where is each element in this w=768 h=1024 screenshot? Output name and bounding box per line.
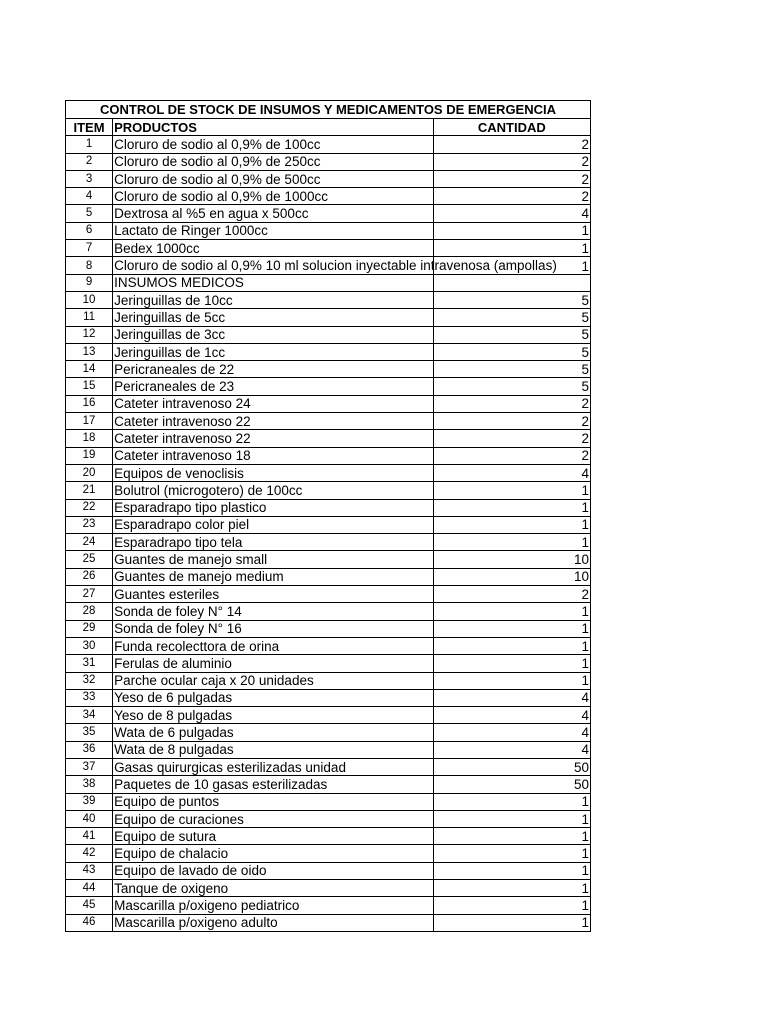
row-product: Cloruro de sodio al 0,9% de 1000cc [113, 188, 434, 205]
row-quantity: 2 [433, 188, 590, 205]
row-product: Cateter intravenoso 22 [113, 430, 434, 447]
row-product: Wata de 8 pulgadas [113, 741, 434, 758]
row-product: Pericraneales de 22 [113, 361, 434, 378]
row-product: Cateter intravenoso 18 [113, 447, 434, 464]
row-item-number: 28 [66, 603, 113, 620]
row-product: Parche ocular caja x 20 unidades [113, 672, 434, 689]
row-quantity: 4 [433, 707, 590, 724]
table-row [66, 568, 591, 585]
table-body [66, 136, 591, 932]
row-product: Guantes de manejo medium [113, 568, 434, 585]
row-item-number: 21 [66, 482, 113, 499]
row-quantity: 2 [433, 430, 590, 447]
row-product: Bedex 1000cc [113, 240, 434, 257]
row-item-number: 36 [66, 741, 113, 758]
row-product: Equipo de curaciones [113, 810, 434, 827]
table-row [66, 274, 591, 291]
row-item-number: 16 [66, 395, 113, 412]
row-item-number: 29 [66, 620, 113, 637]
table-row [66, 586, 591, 603]
row-quantity: 1 [433, 793, 590, 810]
row-product: Pericraneales de 23 [113, 378, 434, 395]
row-item-number: 40 [66, 810, 113, 827]
header-row [66, 119, 591, 136]
table-row [66, 482, 591, 499]
table-row [66, 880, 591, 897]
row-item-number: 5 [66, 205, 113, 222]
row-quantity: 5 [433, 326, 590, 343]
row-quantity: 4 [433, 724, 590, 741]
row-quantity: 4 [433, 464, 590, 481]
row-quantity: 50 [433, 758, 590, 775]
table-row [66, 447, 591, 464]
row-item-number: 4 [66, 188, 113, 205]
table-row [66, 707, 591, 724]
row-quantity: 2 [433, 153, 590, 170]
row-product: Jeringuillas de 1cc [113, 343, 434, 360]
table-row [66, 758, 591, 775]
table-row [66, 845, 591, 862]
row-item-number: 26 [66, 568, 113, 585]
row-product: Sonda de foley N° 14 [113, 603, 434, 620]
row-item-number: 38 [66, 776, 113, 793]
table-row [66, 188, 591, 205]
row-item-number: 18 [66, 430, 113, 447]
row-item-number: 14 [66, 361, 113, 378]
header-quantity: CANTIDAD [433, 119, 590, 136]
table-row [66, 240, 591, 257]
row-item-number: 10 [66, 291, 113, 308]
table-row [66, 741, 591, 758]
table-row [66, 603, 591, 620]
table-row [66, 620, 591, 637]
table-row [66, 205, 591, 222]
row-item-number: 20 [66, 464, 113, 481]
table-row [66, 776, 591, 793]
row-quantity: 5 [433, 343, 590, 360]
row-product: Ferulas de aluminio [113, 655, 434, 672]
row-product: Equipo de puntos [113, 793, 434, 810]
row-item-number: 33 [66, 689, 113, 706]
row-product: Equipos de venoclisis [113, 464, 434, 481]
row-quantity: 1 [433, 240, 590, 257]
row-item-number: 12 [66, 326, 113, 343]
row-item-number: 32 [66, 672, 113, 689]
table-row [66, 637, 591, 654]
table-row [66, 309, 591, 326]
row-quantity: 2 [433, 170, 590, 187]
table-row [66, 793, 591, 810]
row-item-number: 39 [66, 793, 113, 810]
table-row [66, 499, 591, 516]
row-product: Tanque de oxigeno [113, 880, 434, 897]
row-quantity: 2 [433, 395, 590, 412]
row-quantity: 1 [433, 914, 590, 931]
row-product: Lactato de Ringer 1000cc [113, 222, 434, 239]
row-quantity: 1 [433, 222, 590, 239]
row-product: Jeringuillas de 10cc [113, 291, 434, 308]
row-quantity: 1 [433, 672, 590, 689]
table-row [66, 914, 591, 931]
row-product: Jeringuillas de 3cc [113, 326, 434, 343]
row-quantity: 5 [433, 309, 590, 326]
row-quantity: 2 [433, 413, 590, 430]
row-item-number: 41 [66, 828, 113, 845]
row-product: Jeringuillas de 5cc [113, 309, 434, 326]
row-item-number: 17 [66, 413, 113, 430]
row-quantity: 2 [433, 586, 590, 603]
row-item-number: 31 [66, 655, 113, 672]
table-row [66, 516, 591, 533]
row-item-number: 1 [66, 136, 113, 153]
row-product: INSUMOS MEDICOS [113, 274, 434, 291]
row-quantity: 1 [433, 620, 590, 637]
row-product: Mascarilla p/oxigeno adulto [113, 914, 434, 931]
table-row [66, 551, 591, 568]
row-product: Gasas quirurgicas esterilizadas unidad [113, 758, 434, 775]
row-product: Guantes de manejo small [113, 551, 434, 568]
row-quantity: 5 [433, 291, 590, 308]
row-product: Guantes esteriles [113, 586, 434, 603]
row-quantity: 1 [433, 482, 590, 499]
table-row [66, 378, 591, 395]
row-quantity: 1 [433, 880, 590, 897]
table-row [66, 413, 591, 430]
row-item-number: 2 [66, 153, 113, 170]
table-row [66, 170, 591, 187]
table-row [66, 534, 591, 551]
row-product: Mascarilla p/oxigeno pediatrico [113, 897, 434, 914]
row-quantity: 1 [433, 499, 590, 516]
row-product: Cateter intravenoso 24 [113, 395, 434, 412]
table-row [66, 810, 591, 827]
row-quantity: 1 [433, 897, 590, 914]
row-product: Esparadrapo tipo plastico [113, 499, 434, 516]
row-item-number: 7 [66, 240, 113, 257]
row-item-number: 30 [66, 637, 113, 654]
table-row [66, 464, 591, 481]
row-quantity: 1 [433, 534, 590, 551]
table-row [66, 291, 591, 308]
row-product: Yeso de 6 pulgadas [113, 689, 434, 706]
row-quantity: 50 [433, 776, 590, 793]
row-quantity: 1 [433, 828, 590, 845]
row-product: Funda recolecttora de orina [113, 637, 434, 654]
row-product: Cateter intravenoso 22 [113, 413, 434, 430]
row-product: Dextrosa al %5 en agua x 500cc [113, 205, 434, 222]
row-item-number: 27 [66, 586, 113, 603]
title-row [66, 101, 591, 119]
table-row [66, 689, 591, 706]
row-item-number: 13 [66, 343, 113, 360]
row-product: Esparadrapo tipo tela [113, 534, 434, 551]
row-item-number: 37 [66, 758, 113, 775]
row-product: Cloruro de sodio al 0,9% de 100cc [113, 136, 434, 153]
row-item-number: 34 [66, 707, 113, 724]
row-item-number: 6 [66, 222, 113, 239]
row-item-number: 23 [66, 516, 113, 533]
row-item-number: 9 [66, 274, 113, 291]
row-quantity: 1 [433, 257, 590, 274]
row-product: Equipo de lavado de oido [113, 862, 434, 879]
table-row [66, 136, 591, 153]
row-product: Cloruro de sodio al 0,9% de 250cc [113, 153, 434, 170]
row-item-number: 46 [66, 914, 113, 931]
row-quantity: 5 [433, 378, 590, 395]
stock-table [65, 100, 591, 932]
table-row [66, 430, 591, 447]
row-product: Paquetes de 10 gasas esterilizadas [113, 776, 434, 793]
row-item-number: 8 [66, 257, 113, 274]
row-quantity: 4 [433, 689, 590, 706]
row-product: Cloruro de sodio al 0,9% 10 ml solucion inyectable intravenosa (ampollas) [114, 258, 557, 274]
table-row [66, 395, 591, 412]
row-quantity: 2 [433, 136, 590, 153]
row-quantity: 1 [433, 603, 590, 620]
row-item-number: 19 [66, 447, 113, 464]
row-quantity [433, 274, 590, 291]
row-item-number: 24 [66, 534, 113, 551]
row-quantity: 2 [433, 447, 590, 464]
row-item-number: 22 [66, 499, 113, 516]
row-quantity: 1 [433, 516, 590, 533]
table-row [66, 153, 591, 170]
row-product: Sonda de foley N° 16 [113, 620, 434, 637]
table-row [66, 361, 591, 378]
table-row [66, 655, 591, 672]
table-row [66, 897, 591, 914]
row-product: Bolutrol (microgotero) de 100cc [113, 482, 434, 499]
row-product: Yeso de 8 pulgadas [113, 707, 434, 724]
table-row [66, 828, 591, 845]
row-product: Esparadrapo color piel [113, 516, 434, 533]
row-product: Equipo de sutura [113, 828, 434, 845]
header-item: ITEM [66, 119, 113, 136]
row-item-number: 42 [66, 845, 113, 862]
row-quantity: 1 [433, 810, 590, 827]
table-row [66, 343, 591, 360]
row-item-number: 44 [66, 880, 113, 897]
row-quantity: 1 [433, 845, 590, 862]
row-product: Equipo de chalacio [113, 845, 434, 862]
row-item-number: 45 [66, 897, 113, 914]
row-item-number: 3 [66, 170, 113, 187]
table-row [66, 326, 591, 343]
row-quantity: 5 [433, 361, 590, 378]
row-item-number: 43 [66, 862, 113, 879]
row-quantity: 4 [433, 741, 590, 758]
table-row [66, 672, 591, 689]
table-row [66, 724, 591, 741]
row-quantity: 1 [433, 862, 590, 879]
row-quantity: 1 [433, 655, 590, 672]
row-item-number: 15 [66, 378, 113, 395]
row-item-number: 35 [66, 724, 113, 741]
table-row [66, 862, 591, 879]
row-product: Cloruro de sodio al 0,9% de 500cc [113, 170, 434, 187]
row-quantity: 10 [433, 551, 590, 568]
table-row [66, 257, 591, 274]
row-product: Wata de 6 pulgadas [113, 724, 434, 741]
header-products: PRODUCTOS [113, 119, 434, 136]
row-quantity: 10 [433, 568, 590, 585]
row-item-number: 11 [66, 309, 113, 326]
table-row [66, 222, 591, 239]
table-title: CONTROL DE STOCK DE INSUMOS Y MEDICAMENTOS DE EMERGENCIA [66, 101, 591, 119]
row-quantity: 1 [433, 637, 590, 654]
row-quantity: 4 [433, 205, 590, 222]
row-item-number: 25 [66, 551, 113, 568]
